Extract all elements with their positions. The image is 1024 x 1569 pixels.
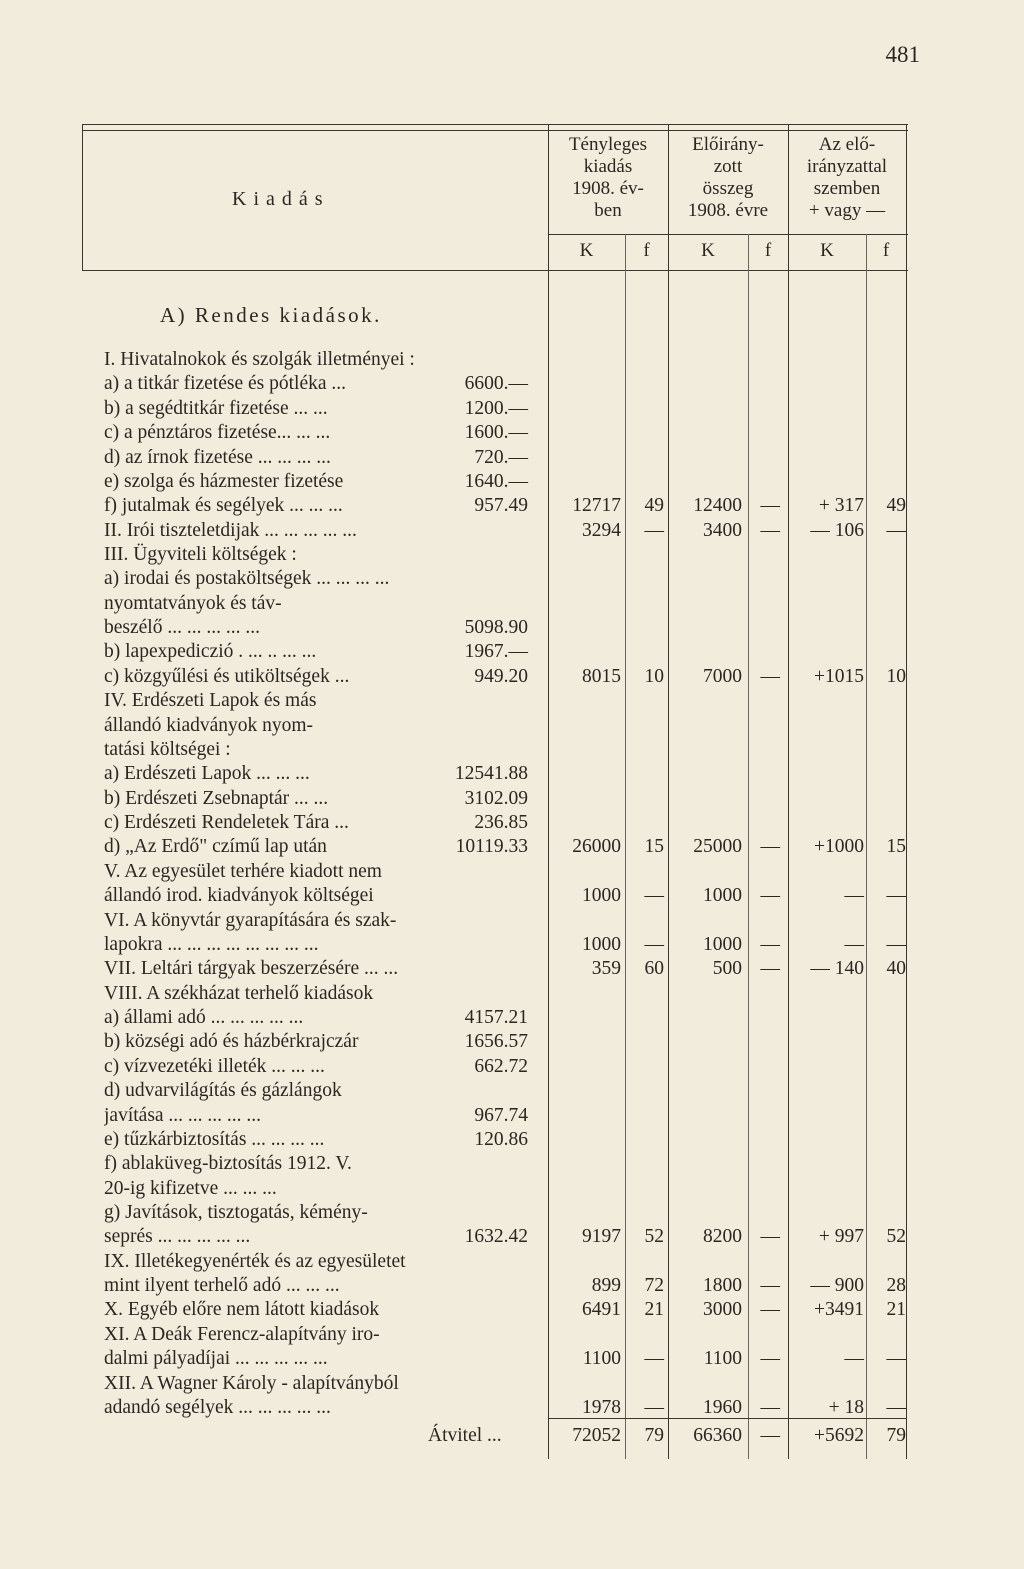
- row-description: lapokra ... ... ... ... ... ... ... ...: [104, 933, 319, 955]
- header-col1-line: kiadás: [583, 156, 633, 177]
- total-f3: 79: [886, 1425, 906, 1446]
- row-description: d) udvarvilágítás és gázlángok: [104, 1080, 342, 1102]
- cell-f3: 21: [886, 1299, 906, 1321]
- row-description: a) irodai és postaköltségek ... ... ... ...: [104, 568, 390, 590]
- cell-k3: —: [844, 885, 864, 907]
- table-row: [0, 860, 1024, 884]
- row-description: mint ilyent terhelő adó ... ... ...: [104, 1275, 340, 1297]
- table-row: [0, 689, 1024, 713]
- table-row: [0, 640, 1024, 664]
- table-row: [0, 665, 1024, 689]
- row-sub-amount: 120.86: [474, 1128, 528, 1150]
- row-description: b) Erdészeti Zsebnaptár ... ...: [104, 787, 329, 809]
- header-col2-line: 1908. évre: [687, 200, 769, 221]
- cell-k1: 26000: [572, 836, 621, 858]
- cell-f2: —: [760, 665, 780, 687]
- row-description: f) ablaküveg-biztosítás 1912. V.: [104, 1153, 352, 1175]
- row-description: a) állami adó ... ... ... ... ...: [104, 1007, 304, 1028]
- row-sub-amount: 1656.57: [464, 1031, 528, 1053]
- table-row: [0, 982, 1024, 1006]
- row-description: VIII. A székházat terhelő kiadások: [104, 982, 374, 1004]
- row-description: VII. Leltári tárgyak beszerzésére ... ...: [104, 958, 399, 980]
- cell-f2: —: [760, 836, 780, 858]
- header-col3: [788, 134, 906, 222]
- cell-f1: 72: [644, 1275, 664, 1297]
- row-sub-amount: 5098.90: [464, 617, 528, 639]
- cell-f1: 60: [644, 958, 664, 980]
- cell-f1: 10: [644, 665, 664, 687]
- units-rule: [548, 234, 908, 235]
- cell-f2: —: [760, 1299, 780, 1321]
- row-description: tatási költségei :: [104, 738, 231, 760]
- cell-f3: —: [886, 1396, 906, 1418]
- row-description: IX. Illetékegyenérték és az egyesületet: [104, 1250, 406, 1272]
- cell-k2: 1800: [703, 1275, 742, 1297]
- cell-k2: 500: [712, 958, 742, 980]
- row-sub-amount: 1600.—: [464, 422, 528, 444]
- row-sub-amount: 662.72: [474, 1055, 528, 1077]
- row-sub-amount: 12541.88: [454, 763, 528, 785]
- cell-f2: —: [760, 1275, 780, 1297]
- header-col2-line: zott: [713, 156, 743, 177]
- cell-f2: —: [760, 495, 780, 517]
- cell-k1: 6491: [582, 1299, 621, 1321]
- cell-f1: —: [644, 933, 664, 955]
- cell-f1: —: [644, 1348, 664, 1370]
- table-row: [0, 470, 1024, 494]
- table-row: [0, 957, 1024, 981]
- header-col1-line: ben: [594, 200, 622, 221]
- table-row: [0, 1274, 1024, 1298]
- table-row: [0, 811, 1024, 835]
- table-row: [0, 1396, 1024, 1420]
- table-row: [0, 519, 1024, 543]
- cell-f1: —: [644, 519, 664, 541]
- table-row: [0, 835, 1024, 859]
- cell-k3: + 18: [828, 1396, 864, 1418]
- table-row: [0, 1079, 1024, 1103]
- header-col2-line: összeg: [702, 178, 754, 199]
- table-row: [0, 543, 1024, 567]
- row-description: javítása ... ... ... ... ...: [104, 1104, 262, 1126]
- header-col1: [548, 134, 668, 222]
- row-description: g) Javítások, tisztogatás, kémény-: [104, 1202, 368, 1223]
- row-description: XI. A Deák Ferencz-alapítvány iro-: [104, 1323, 380, 1345]
- header-col1-line: Tényleges: [568, 134, 648, 155]
- row-sub-amount: 957.49: [474, 495, 528, 517]
- row-description: V. Az egyesület terhére kiadott nem: [104, 860, 382, 882]
- row-description: állandó irod. kiadványok költségei: [104, 885, 374, 907]
- table-row: [0, 446, 1024, 470]
- table-row: [0, 372, 1024, 396]
- cell-k3: — 140: [810, 958, 864, 980]
- table-row: [0, 616, 1024, 640]
- row-description: e) tűzkárbiztosítás ... ... ... ...: [104, 1128, 325, 1150]
- cell-f2: —: [760, 1348, 780, 1370]
- row-description: 20-ig kifizetve ... ... ...: [104, 1177, 277, 1199]
- total-row: [0, 1424, 1024, 1448]
- row-description: a) Erdészeti Lapok ... ... ...: [104, 763, 310, 785]
- page-number: 481: [885, 42, 920, 67]
- unit-f2: f: [764, 240, 772, 261]
- row-description: II. Irói tiszteletdijak ... ... ... ... ...: [104, 519, 357, 541]
- cell-f3: 10: [886, 665, 906, 687]
- row-sub-amount: 4157.21: [464, 1007, 528, 1028]
- total-k3: +5692: [814, 1425, 864, 1446]
- cell-k1: 12717: [572, 495, 621, 517]
- cell-f3: —: [886, 885, 906, 907]
- table-row: [0, 762, 1024, 786]
- cell-f3: —: [886, 519, 906, 541]
- cell-k2: 1100: [703, 1348, 742, 1370]
- row-description: b) a segédtitkár fizetése ... ...: [104, 397, 328, 419]
- cell-k2: 3000: [703, 1299, 742, 1321]
- row-description: III. Ügyviteli költségek :: [104, 544, 297, 565]
- cell-f3: —: [886, 933, 906, 955]
- row-description: c) közgyűlési és utiköltségek ...: [104, 665, 350, 687]
- table-row: [0, 1250, 1024, 1274]
- cell-k3: +1015: [814, 665, 864, 687]
- row-sub-amount: 720.—: [474, 446, 528, 468]
- table-row: [0, 884, 1024, 908]
- table-row: [0, 787, 1024, 811]
- cell-k2: 12400: [693, 495, 742, 517]
- row-description: dalmi pályadíjai ... ... ... ... ...: [104, 1348, 328, 1370]
- table-row: [0, 1152, 1024, 1176]
- cell-f3: 40: [886, 958, 906, 980]
- cell-f3: —: [886, 1348, 906, 1370]
- header-col2: [668, 134, 788, 222]
- kiadas-heading: Kiadás: [232, 188, 330, 210]
- table-row: [0, 1128, 1024, 1152]
- row-description: b) községi adó és házbérkrajczár: [104, 1031, 359, 1053]
- row-sub-amount: 1200.—: [464, 397, 528, 419]
- table-row: [0, 1006, 1024, 1030]
- row-description: c) a pénztáros fizetése... ... ...: [104, 422, 331, 444]
- cell-f2: —: [760, 933, 780, 955]
- table-row: [0, 933, 1024, 957]
- table-row: [0, 1298, 1024, 1322]
- cell-k1: 3294: [582, 519, 621, 541]
- cell-k2: 1000: [703, 885, 742, 907]
- row-description: állandó kiadványok nyom-: [104, 714, 314, 736]
- header-col3-line: + vagy —: [808, 200, 886, 221]
- row-description: d) az írnok fizetése ... ... ... ...: [104, 446, 331, 468]
- unit-f3: f: [882, 240, 890, 261]
- cell-f2: —: [760, 958, 780, 980]
- cell-f1: —: [644, 885, 664, 907]
- header-col3-line: Az elő-: [818, 134, 876, 155]
- table-row: [0, 738, 1024, 762]
- row-sub-amount: 3102.09: [464, 787, 528, 809]
- header-bottom-rule: [82, 270, 908, 271]
- cell-f2: —: [760, 519, 780, 541]
- cell-f3: 28: [886, 1275, 906, 1297]
- row-description: nyomtatványok és táv-: [104, 592, 282, 614]
- cell-k1: 899: [591, 1275, 621, 1297]
- table-row: [0, 421, 1024, 445]
- cell-k3: — 106: [810, 519, 864, 541]
- cell-k2: 1960: [703, 1396, 742, 1418]
- cell-k2: 25000: [693, 836, 742, 858]
- cell-k3: —: [844, 1348, 864, 1370]
- cell-f1: 15: [644, 836, 664, 858]
- cell-f3: 52: [886, 1226, 906, 1248]
- unit-k3: K: [820, 240, 834, 261]
- row-description: f) jutalmak és segélyek ... ... ...: [104, 495, 343, 517]
- cell-f3: 15: [886, 836, 906, 858]
- cell-k1: 8015: [582, 665, 621, 687]
- row-sub-amount: 1967.—: [464, 641, 528, 663]
- section-title: A) Rendes kiadások.: [160, 303, 382, 327]
- cell-k3: +1000: [814, 836, 864, 858]
- cell-k1: 9197: [582, 1226, 621, 1248]
- cell-k3: —: [844, 933, 864, 955]
- header-col1-line: 1908. év-: [572, 178, 644, 199]
- table-row: [0, 1372, 1024, 1396]
- table-row: [0, 348, 1024, 372]
- row-sub-amount: 236.85: [474, 812, 528, 833]
- cell-f1: 49: [644, 495, 664, 517]
- unit-k1: K: [579, 240, 594, 261]
- row-sub-amount: 967.74: [474, 1104, 528, 1126]
- header-col2-line: Előirány-: [692, 134, 764, 155]
- row-description: IV. Erdészeti Lapok és más: [104, 690, 317, 712]
- table-row: [0, 1055, 1024, 1079]
- cell-f1: 21: [644, 1299, 664, 1321]
- cell-k3: +3491: [814, 1299, 864, 1321]
- row-sub-amount: 6600.—: [464, 373, 528, 395]
- cell-k3: — 900: [810, 1275, 864, 1297]
- row-description: a) a titkár fizetése és pótléka ...: [104, 373, 347, 395]
- row-sub-amount: 1632.42: [464, 1226, 528, 1248]
- total-label: Átvitel ...: [428, 1425, 502, 1446]
- table-row: [0, 1104, 1024, 1128]
- total-k1: 72052: [572, 1425, 621, 1446]
- cell-f1: 52: [644, 1226, 664, 1248]
- cell-k1: 1000: [582, 933, 621, 955]
- row-description: VI. A könyvtár gyarapítására és szak-: [104, 909, 397, 931]
- row-description: d) „Az Erdő" czímű lap után: [104, 836, 327, 858]
- table-row: [0, 1177, 1024, 1201]
- total-f1: 79: [644, 1425, 664, 1446]
- table-row: [0, 397, 1024, 421]
- row-description: e) szolga és házmester fizetése: [104, 470, 344, 492]
- left-border: [82, 124, 83, 270]
- header-col3-line: szemben: [813, 178, 881, 199]
- cell-k2: 3400: [703, 519, 742, 541]
- cell-f1: —: [644, 1396, 664, 1418]
- table-row: [0, 1323, 1024, 1347]
- unit-k2: K: [701, 240, 715, 261]
- top-rule-inner: [82, 130, 908, 131]
- table-row: [0, 1225, 1024, 1249]
- table-row: [0, 714, 1024, 738]
- row-sub-amount: 10119.33: [455, 836, 528, 858]
- unit-f1: f: [643, 240, 650, 261]
- table-row: [0, 1201, 1024, 1225]
- table-row: [0, 1030, 1024, 1054]
- table-row: [0, 909, 1024, 933]
- cell-k2: 8200: [703, 1226, 742, 1248]
- table-row: [0, 1347, 1024, 1371]
- table-row: [0, 567, 1024, 591]
- row-description: adandó segélyek ... ... ... ... ...: [104, 1396, 331, 1418]
- cell-f2: —: [760, 1396, 780, 1418]
- table-row: [0, 592, 1024, 616]
- total-f2: —: [760, 1425, 780, 1446]
- table-row: [0, 494, 1024, 518]
- row-description: c) vízvezetéki illeték ... ... ...: [104, 1055, 325, 1077]
- total-k2: 66360: [693, 1425, 742, 1446]
- row-description: seprés ... ... ... ... ...: [104, 1226, 251, 1248]
- cell-k2: 1000: [703, 933, 742, 955]
- row-description: beszélő ... ... ... ... ...: [104, 617, 260, 639]
- top-rule: [82, 124, 908, 125]
- cell-k3: + 317: [818, 495, 864, 517]
- cell-f2: —: [760, 885, 780, 907]
- cell-k1: 1000: [582, 885, 621, 907]
- cell-k2: 7000: [703, 665, 742, 687]
- cell-k3: + 997: [818, 1226, 864, 1248]
- cell-k1: 1978: [582, 1396, 621, 1418]
- cell-k1: 1100: [582, 1348, 621, 1370]
- row-sub-amount: 949.20: [474, 665, 528, 687]
- header-col3-line: irányzattal: [806, 156, 888, 177]
- cell-k1: 359: [591, 958, 621, 980]
- row-description: b) lapexpediczió . ... .. ... ...: [104, 641, 317, 663]
- row-description: X. Egyéb előre nem látott kiadások: [104, 1299, 380, 1321]
- row-description: c) Erdészeti Rendeletek Tára ...: [104, 812, 349, 833]
- cell-f2: —: [760, 1226, 780, 1248]
- row-description: I. Hivatalnokok és szolgák illetményei :: [104, 349, 415, 370]
- cell-f3: 49: [886, 495, 906, 517]
- row-description: XII. A Wagner Károly - alapítványból: [104, 1372, 399, 1394]
- row-sub-amount: 1640.—: [464, 470, 528, 492]
